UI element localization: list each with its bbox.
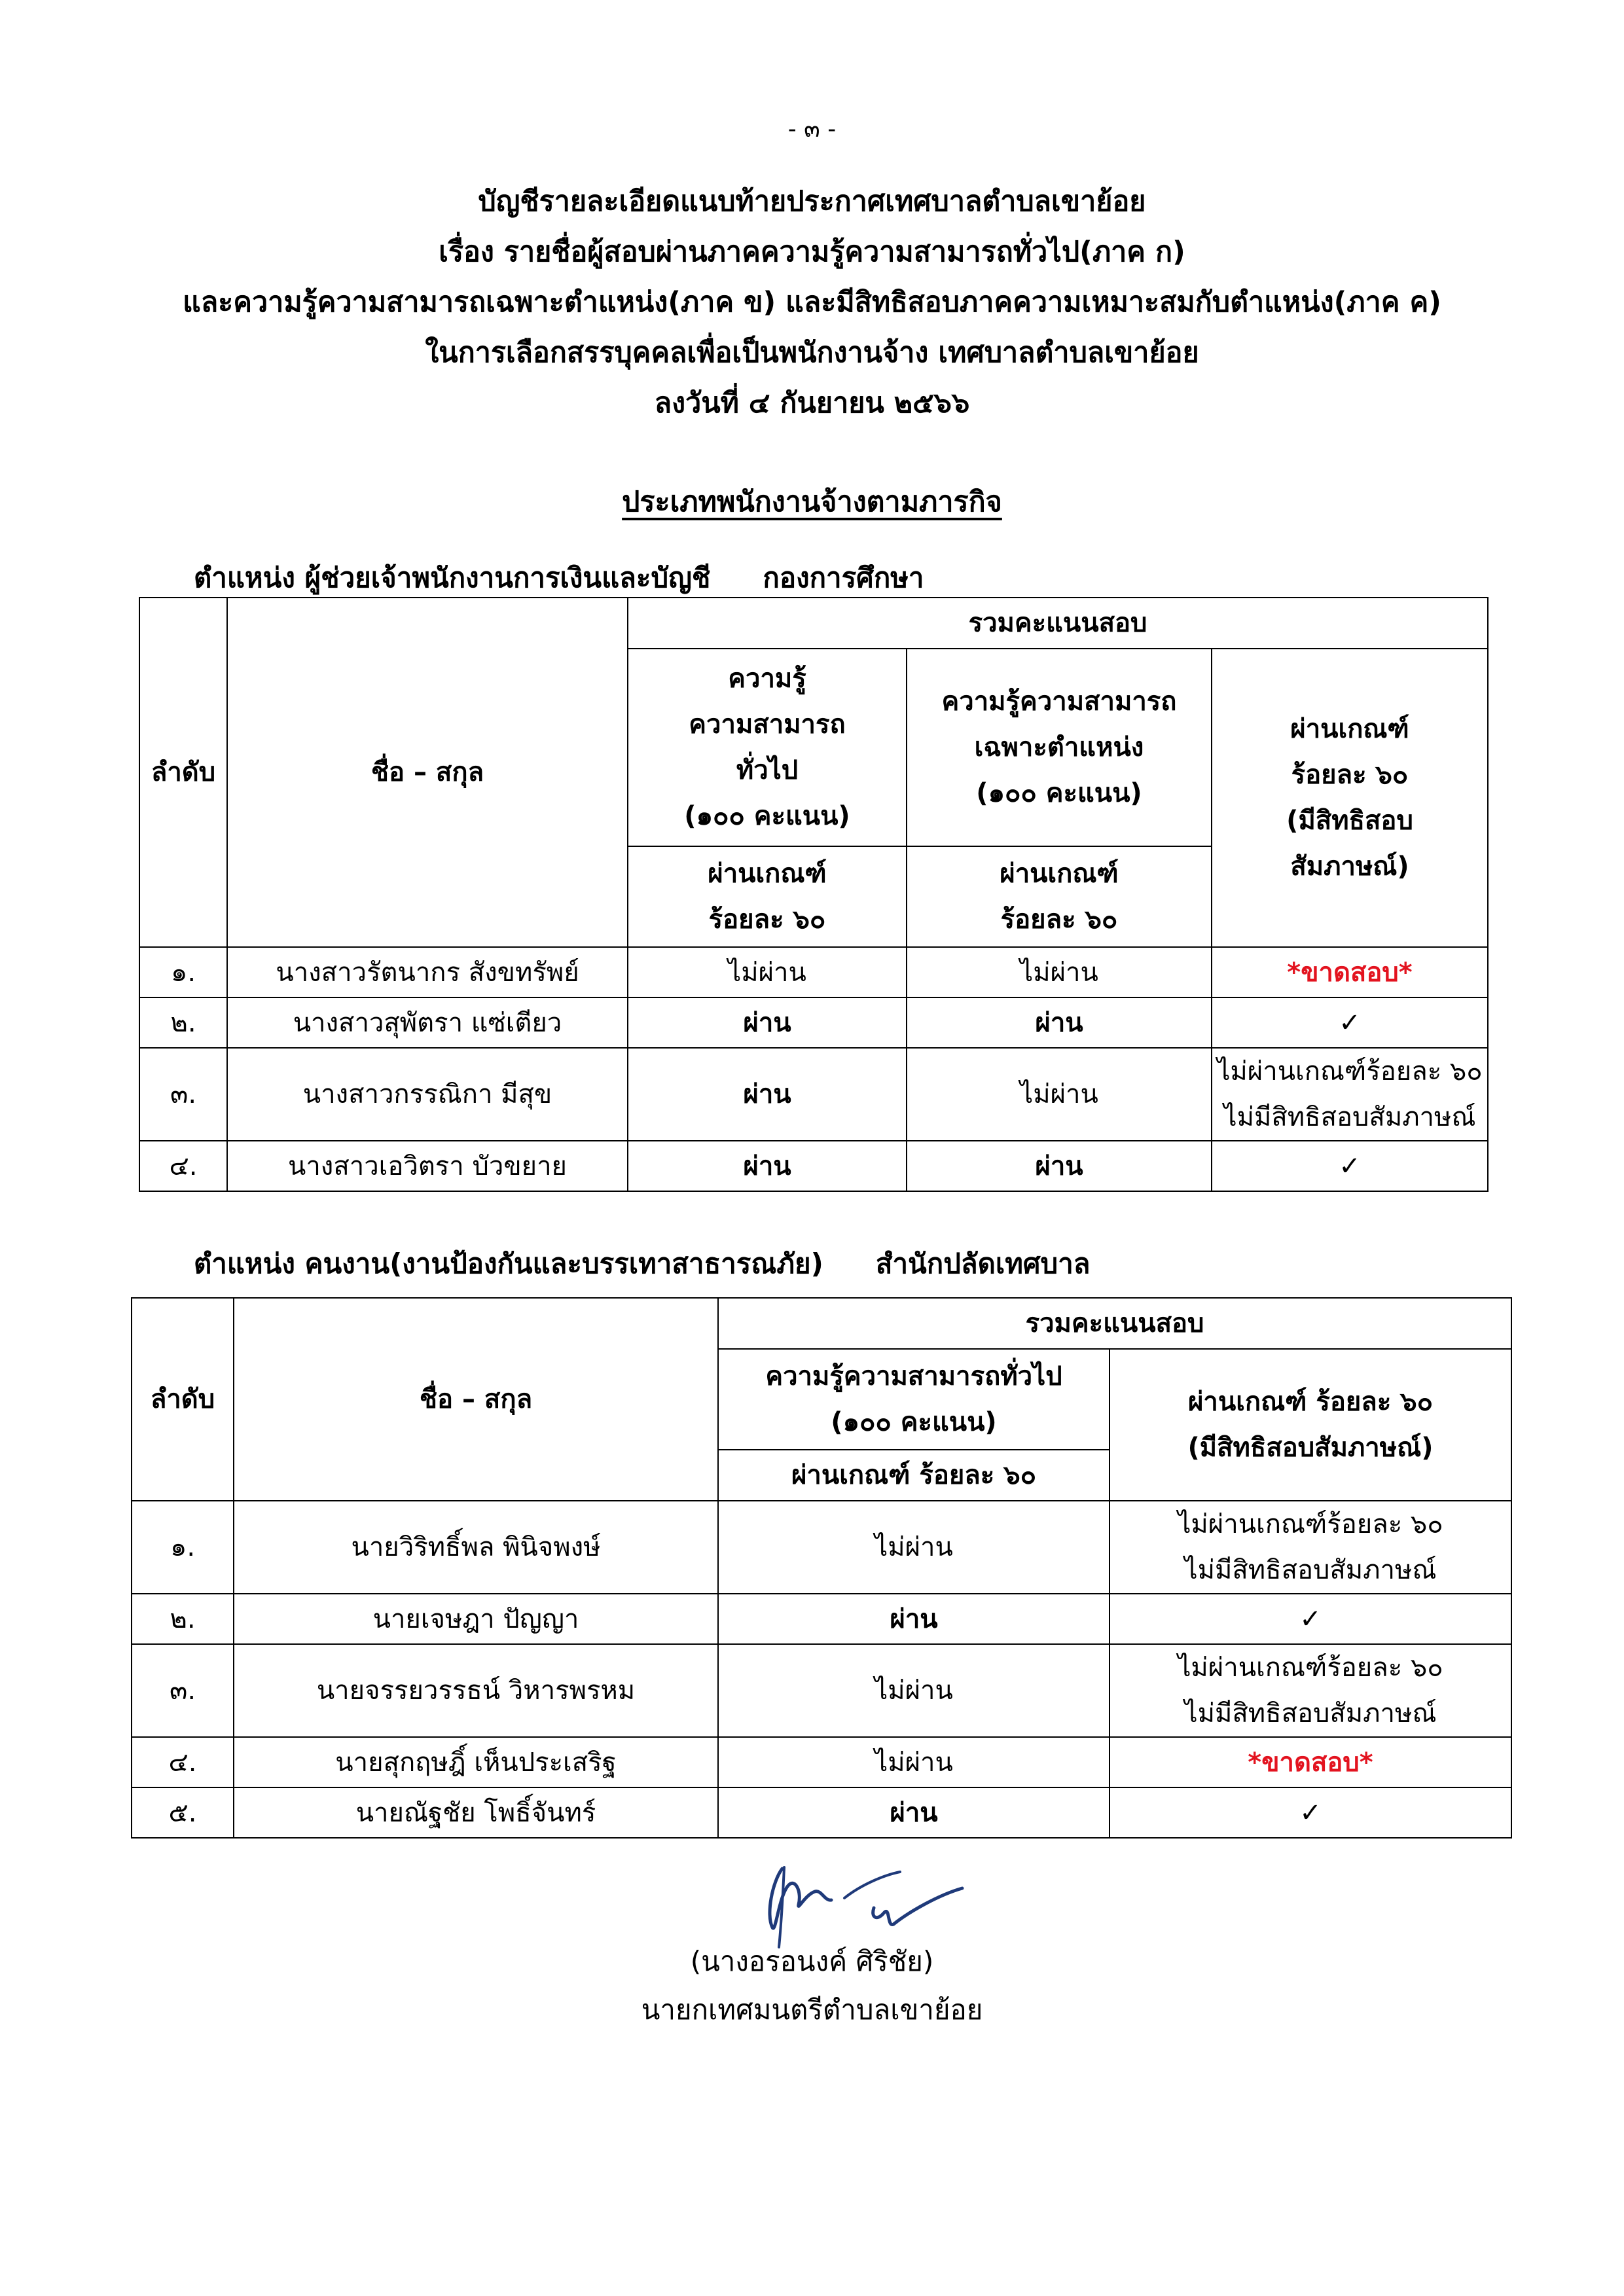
col-header-general-line: ความสามารถ	[689, 709, 846, 740]
col-header-result-line: ร้อยละ ๖๐	[1291, 760, 1409, 790]
col-header-result-line: (มีสิทธิสอบ	[1286, 806, 1413, 836]
table-row	[139, 947, 1488, 997]
row-general-result: ไม่ผ่าน	[718, 1644, 1110, 1737]
col-header-no: ลำดับ	[139, 598, 227, 947]
row-general-result: ผ่าน	[628, 1141, 907, 1191]
col-header-no: ลำดับ	[132, 1298, 234, 1501]
col-header-result	[1110, 1349, 1511, 1501]
header-line-5: ลงวันที่ ๔ กันยายน ๒๕๖๖	[654, 387, 970, 420]
col-header-name: ชื่อ – สกุล	[227, 598, 628, 947]
table1-division: กองการศึกษา	[763, 562, 924, 594]
table2-position-line	[194, 1242, 1091, 1285]
col-header-specific-line: ความรู้ความสามารถ	[941, 687, 1177, 717]
col-header-specific-line: (๑๐๐ คะแนน)	[976, 778, 1142, 808]
row-specific-result: ผ่าน	[907, 1141, 1212, 1191]
sub-header-general: ผ่านเกณฑ์ ร้อยละ ๖๐	[718, 1450, 1110, 1501]
row-general-result: ไม่ผ่าน	[718, 1501, 1110, 1594]
row-absent-status: *ขาดสอบ*	[1212, 947, 1488, 997]
row-general-result: ผ่าน	[718, 1594, 1110, 1644]
col-header-general-line: ทั่วไป	[736, 755, 799, 785]
row-result-note	[1110, 1501, 1511, 1594]
col-header-result-line: ผ่านเกณฑ์	[1290, 714, 1409, 744]
row-no: ๑.	[139, 947, 227, 997]
row-no: ๔.	[139, 1141, 227, 1191]
row-general-result: ผ่าน	[628, 1048, 907, 1141]
row-no: ๑.	[132, 1501, 234, 1594]
checkmark-icon: ✓	[1110, 1787, 1511, 1838]
row-name: นายจรรยวรรธน์ วิหารพรหม	[234, 1644, 718, 1737]
row-name: นายณัฐชัย โพธิ์จันทร์	[234, 1787, 718, 1838]
table-row	[139, 1048, 1488, 1141]
signatory-name: (นางอรอนงค์ ศิริชัย)	[690, 1945, 934, 1977]
row-specific-result: ไม่ผ่าน	[907, 947, 1212, 997]
col-header-specific-line: เฉพาะตำแหน่ง	[974, 732, 1144, 762]
col-header-result-line: ผ่านเกณฑ์ ร้อยละ ๖๐	[1187, 1387, 1434, 1417]
signatory-block	[0, 1937, 1624, 2034]
row-no: ๔.	[132, 1737, 234, 1787]
signatory-title: นายกเทศมนตรีตำบลเขาย้อย	[641, 1994, 983, 2026]
row-result-note	[1110, 1644, 1511, 1737]
row-specific-result: ผ่าน	[907, 997, 1212, 1048]
row-no: ๕.	[132, 1787, 234, 1838]
row-name: นายวิริทธิ์พล พินิจพงษ์	[234, 1501, 718, 1594]
row-no: ๒.	[132, 1594, 234, 1644]
row-general-result: ผ่าน	[628, 997, 907, 1048]
row-absent-status: *ขาดสอบ*	[1110, 1737, 1511, 1787]
page-number: - ๓ -	[787, 116, 837, 143]
result-note-line: ไม่ผ่านเกณฑ์ร้อยละ ๖๐	[1178, 1653, 1443, 1683]
sub-header-line: ผ่านเกณฑ์	[708, 859, 827, 889]
row-name: นางสาวสุพัตรา แซ่เตียว	[227, 997, 628, 1048]
col-header-specific	[907, 649, 1212, 846]
col-header-name: ชื่อ – สกุล	[234, 1298, 718, 1501]
col-header-score-group: รวมคะแนนสอบ	[718, 1298, 1511, 1349]
row-result-note	[1212, 1048, 1488, 1141]
document-header	[0, 177, 1624, 429]
sub-header-specific	[907, 846, 1212, 947]
checkmark-icon: ✓	[1212, 997, 1488, 1048]
table1-position: ตำแหน่ง ผู้ช่วยเจ้าพนักงานการเงินและบัญชี	[194, 562, 711, 594]
result-note-line: ไม่มีสิทธิสอบสัมภาษณ์	[1184, 1555, 1437, 1585]
table1-position-line	[194, 556, 924, 600]
row-no: ๒.	[139, 997, 227, 1048]
section-heading: ประเภทพนักงานจ้างตามภารกิจ	[622, 486, 1002, 518]
header-line-3: และความรู้ความสามารถเฉพาะตำแหน่ง(ภาค ข) และมีสิทธิสอบภาคความเหมาะสมกับตำแหน่ง(ภาค ค)	[183, 286, 1441, 319]
table-row	[132, 1594, 1511, 1644]
col-header-result	[1212, 649, 1488, 947]
header-line-1: บัญชีรายละเอียดแนบท้ายประกาศเทศบาลตำบลเขาย้อย	[478, 185, 1146, 218]
sub-header-line: ผ่านเกณฑ์	[1000, 859, 1119, 889]
row-specific-result: ไม่ผ่าน	[907, 1048, 1212, 1141]
col-header-result-line: สัมภาษณ์)	[1290, 852, 1409, 882]
row-general-result: ไม่ผ่าน	[628, 947, 907, 997]
header-line-2: เรื่อง รายชื่อผู้สอบผ่านภาคความรู้ความสามารถทั่วไป(ภาค ก)	[439, 236, 1185, 268]
col-header-result-line: (มีสิทธิสอบสัมภาษณ์)	[1187, 1433, 1434, 1463]
row-general-result: ไม่ผ่าน	[718, 1737, 1110, 1787]
checkmark-icon: ✓	[1110, 1594, 1511, 1644]
table-row	[132, 1787, 1511, 1838]
result-note-line: ไม่ผ่านเกณฑ์ร้อยละ ๖๐	[1178, 1509, 1443, 1539]
result-note-line: ไม่มีสิทธิสอบสัมภาษณ์	[1223, 1102, 1476, 1132]
col-header-general-line: (๑๐๐ คะแนน)	[684, 801, 850, 831]
table-row	[132, 1737, 1511, 1787]
table-row	[139, 1141, 1488, 1191]
row-name: นางสาวกรรณิกา มีสุข	[227, 1048, 628, 1141]
results-table-disaster-prevention	[131, 1297, 1512, 1839]
col-header-general-line: (๑๐๐ คะแนน)	[831, 1407, 997, 1437]
results-table-accounting	[139, 597, 1489, 1192]
col-header-general-line: ความรู้	[728, 664, 806, 694]
table-row	[139, 997, 1488, 1048]
table2-position: ตำแหน่ง คนงาน(งานป้องกันและบรรเทาสาธารณภัย)	[194, 1247, 823, 1280]
sub-header-line: ร้อยละ ๖๐	[708, 905, 826, 935]
row-name: นางสาวเอวิตรา บัวขยาย	[227, 1141, 628, 1191]
table2-division: สำนักปลัดเทศบาล	[875, 1247, 1091, 1280]
header-line-4: ในการเลือกสรรบุคคลเพื่อเป็นพนักงานจ้าง เทศบาลตำบลเขาย้อย	[425, 336, 1199, 369]
col-header-general	[718, 1349, 1110, 1450]
row-name: นางสาวรัตนากร สังขทรัพย์	[227, 947, 628, 997]
col-header-general	[628, 649, 907, 846]
result-note-line: ไม่มีสิทธิสอบสัมภาษณ์	[1184, 1698, 1437, 1729]
table-row	[132, 1501, 1511, 1594]
sub-header-line: ร้อยละ ๖๐	[1000, 905, 1118, 935]
table-row	[132, 1644, 1511, 1737]
row-name: นายสุกฤษฎิ์ เห็นประเสริฐ	[234, 1737, 718, 1787]
result-note-line: ไม่ผ่านเกณฑ์ร้อยละ ๖๐	[1217, 1056, 1483, 1086]
col-header-score-group: รวมคะแนนสอบ	[628, 598, 1488, 649]
row-name: นายเจษฎา ปัญญา	[234, 1594, 718, 1644]
col-header-general-line: ความรู้ความสามารถทั่วไป	[765, 1361, 1062, 1391]
row-general-result: ผ่าน	[718, 1787, 1110, 1838]
checkmark-icon: ✓	[1212, 1141, 1488, 1191]
row-no: ๓.	[139, 1048, 227, 1141]
row-no: ๓.	[132, 1644, 234, 1737]
sub-header-general	[628, 846, 907, 947]
